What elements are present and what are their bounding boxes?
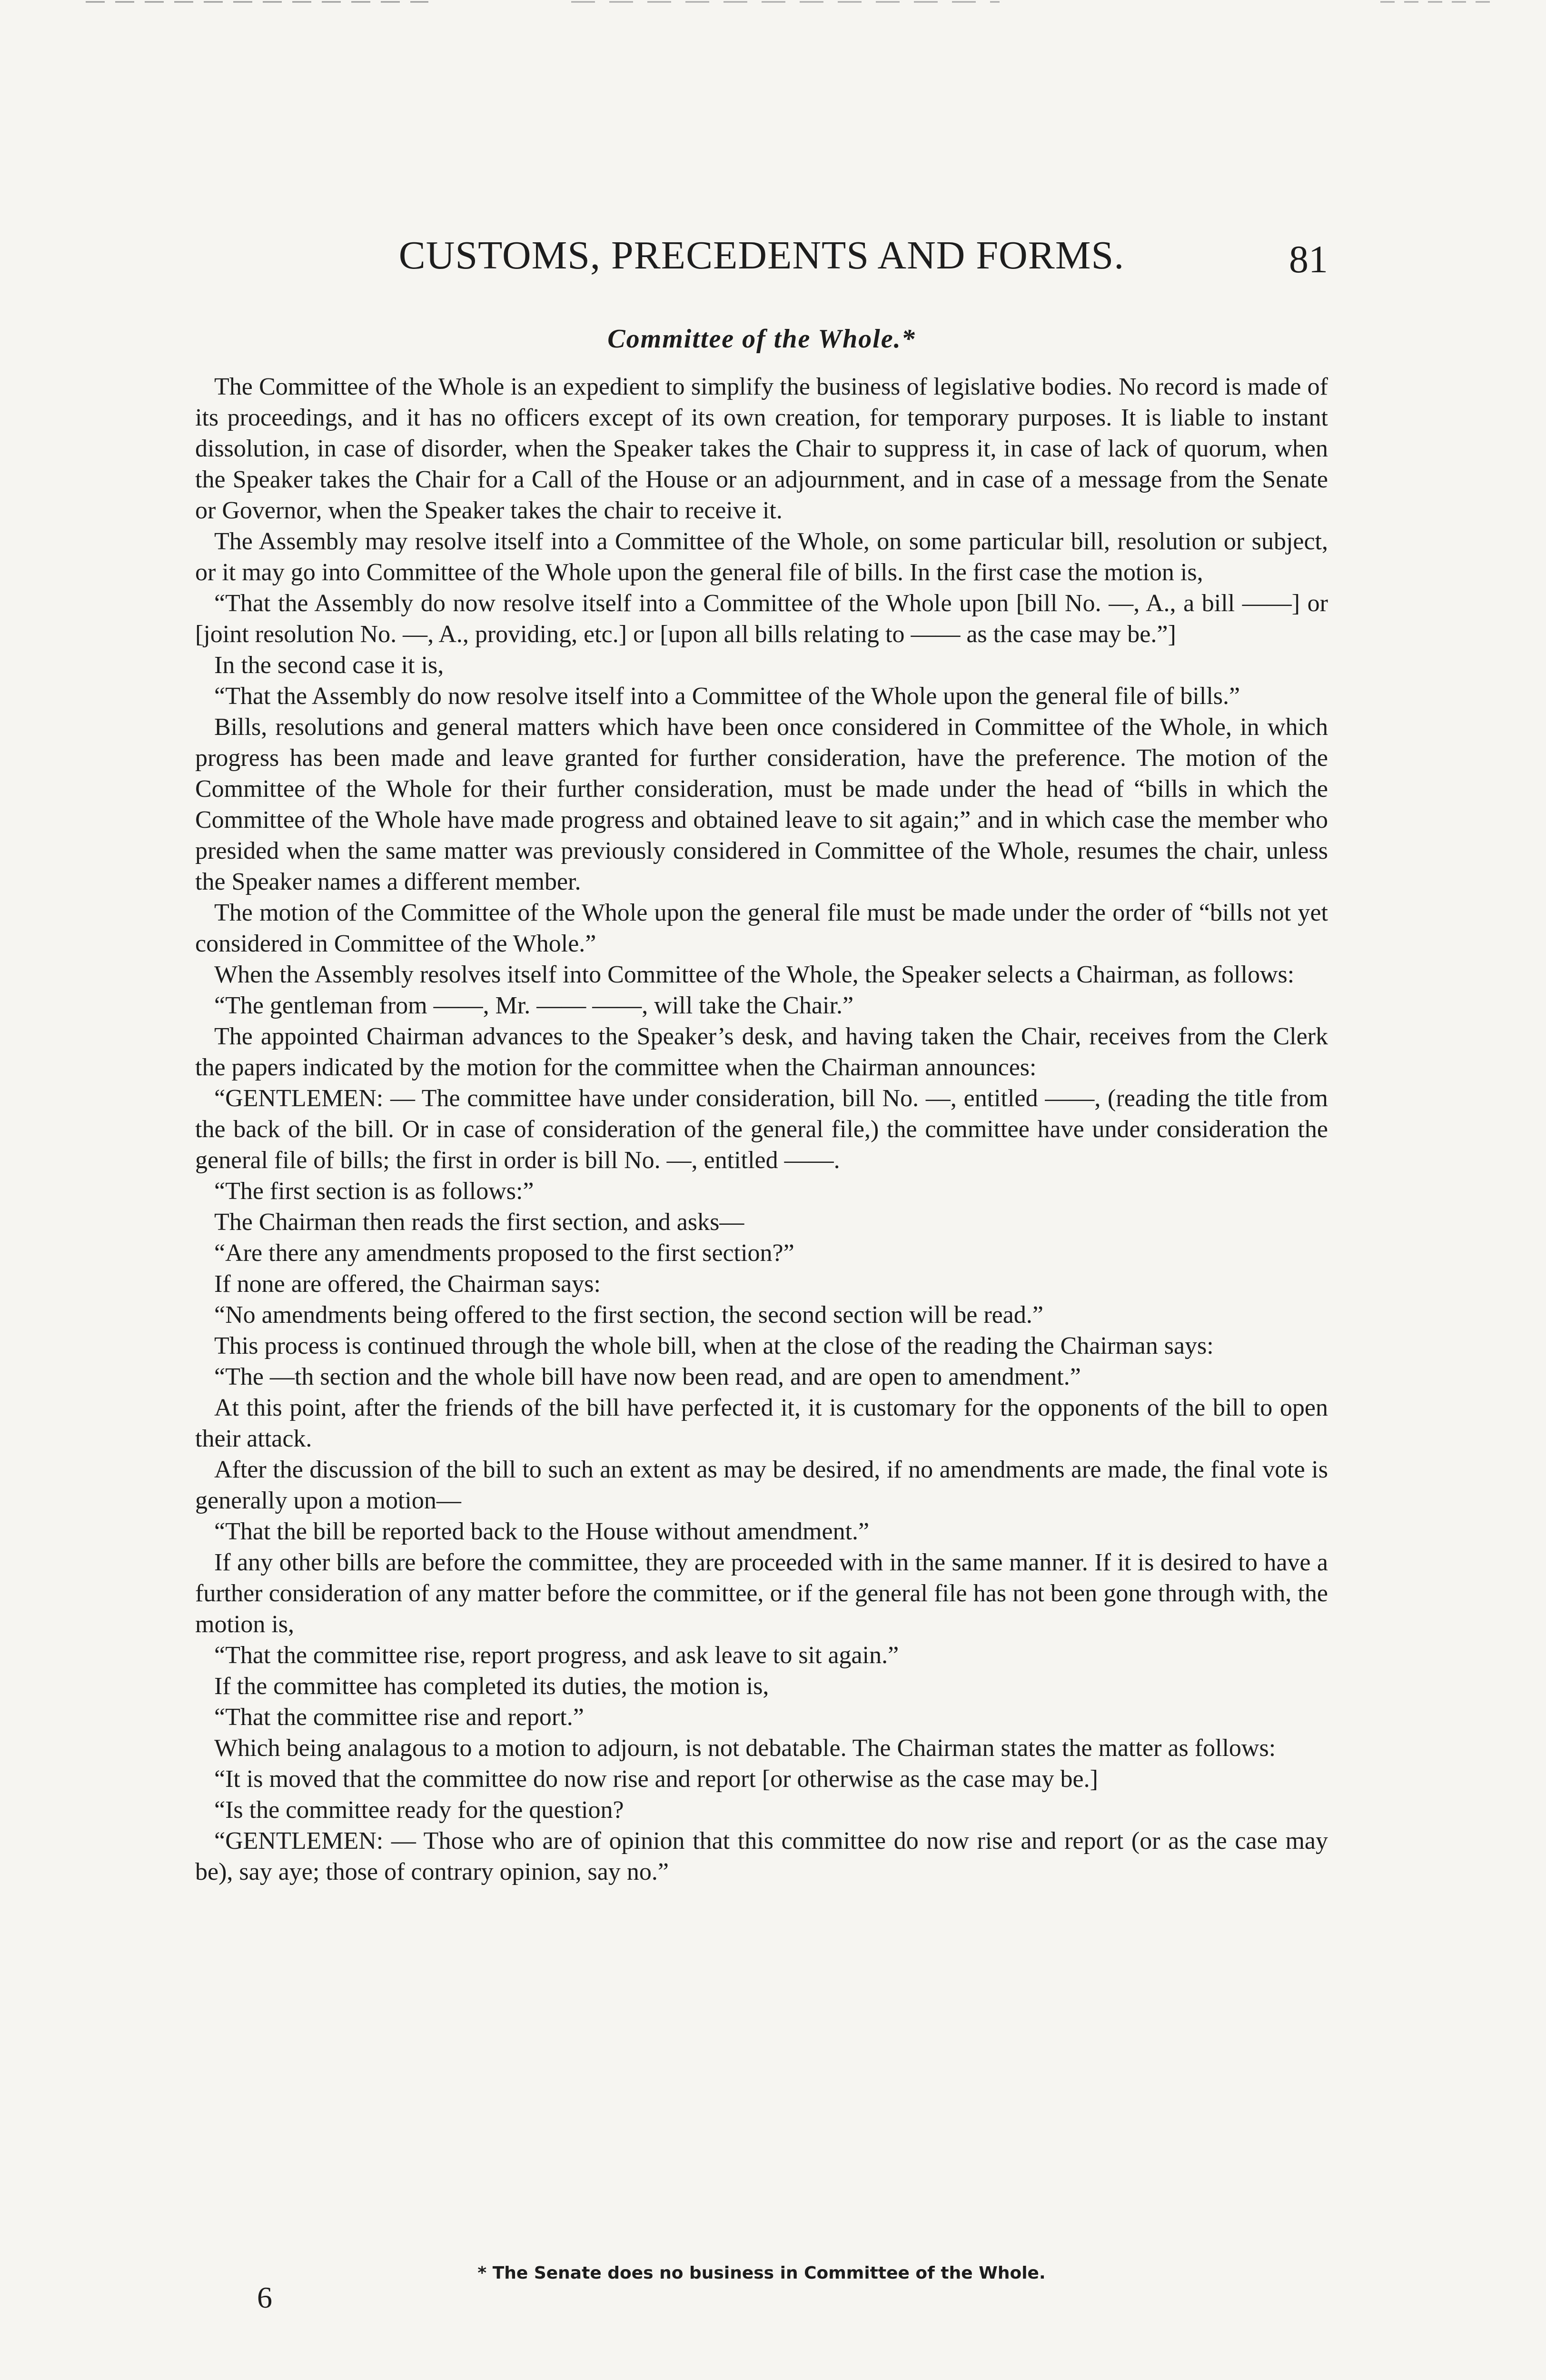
quoted-announcement: “No amendments being offered to the first section, the second section will be read.” [214, 1301, 1043, 1329]
paragraph: At this point, after the friends of the bill have perfected it, it is customary for the opponents of the bill to open their attack. [195, 1394, 1328, 1452]
paragraph: The Committee of the Whole is an expedient to simplify the business of legislative bodies. No record is made of its proceedings, and it has no officers except of its own creation, for temporary purposes. It is liable to instant dissolution, in case of disorder, when the Speaker takes the Chair to suppress it, in case of lack of quorum, when the Speaker takes the Chair for a Call of the House or an adjournment, and in case of a message from the Senate or Governor, when the Speaker takes the chair to receive it. [195, 373, 1328, 524]
section-title: Committee of the Whole.* [607, 324, 916, 354]
paragraph: If the committee has completed its duties, the motion is, [214, 1673, 769, 1700]
quoted-announcement: “The —th section and the whole bill have now been read, and are open to amendment.” [214, 1363, 1081, 1390]
signature-mark: 6 [257, 2281, 272, 2314]
paragraph: The Chairman then reads the first section, and asks— [214, 1209, 744, 1236]
scan-edge-marks [0, 0, 1546, 7]
quoted-announcement: “GENTLEMEN: — Those who are of opinion that this committee do now rise and report (or as the case may be), say aye; those of contrary opinion, say no.” [195, 1827, 1328, 1885]
paragraph: The appointed Chairman advances to the Speaker’s desk, and having taken the Chair, receives from the Clerk the papers indicated by the motion for the committee when the Chairman announces: [195, 1023, 1328, 1081]
paragraph: If none are offered, the Chairman says: [214, 1270, 601, 1298]
paragraph: Which being analagous to a motion to adjourn, is not debatable. The Chairman states the matter as follows: [214, 1735, 1276, 1762]
quoted-motion: “That the Assembly do now resolve itself into a Committee of the Whole upon the general file of bills.” [214, 683, 1240, 710]
footnote: * The Senate does no business in Committee of the Whole. [477, 2263, 1046, 2283]
quoted-announcement: “The first section is as follows:” [214, 1178, 534, 1205]
page-header [195, 232, 1328, 289]
quoted-motion: “That the bill be reported back to the House without amendment.” [214, 1518, 870, 1545]
paragraph: Bills, resolutions and general matters which have been once considered in Committee of the Whole, in which progress has been made and leave granted for further consideration, have the preference. The motion of the Committee of the Whole for their further consideration, must be made under the head of “bills in which the Committee of the Whole have made progress and obtained leave to sit again;” and in which case the member who presided when the same matter was previously considered in Committee of the Whole, resumes the chair, unless the Speaker names a different member. [195, 714, 1328, 895]
scan-edge-marks-graphic [0, 0, 1546, 7]
quoted-motion: “That the committee rise, report progress, and ask leave to sit again.” [214, 1642, 899, 1669]
running-head: CUSTOMS, PRECEDENTS AND FORMS. [398, 233, 1125, 278]
quoted-motion: “That the committee rise and report.” [214, 1704, 584, 1731]
quoted-motion: “The gentleman from ——, Mr. —— ——, will take the Chair.” [214, 992, 854, 1019]
paragraph: When the Assembly resolves itself into Committee of the Whole, the Speaker selects a Chairman, as follows: [214, 961, 1295, 988]
quoted-announcement: “It is moved that the committee do now rise and report [or otherwise as the case may be.] [214, 1765, 1098, 1793]
quoted-question: “Is the committee ready for the question? [214, 1796, 624, 1824]
paragraph: The motion of the Committee of the Whole upon the general file must be made under the order of “bills not yet considered in Committee of the Whole.” [195, 899, 1328, 957]
paragraph: In the second case it is, [214, 652, 444, 679]
quoted-motion: “That the Assembly do now resolve itself into a Committee of the Whole upon [bill No. —, A., a bill ——] or [joint resolution No. —, A., providing, etc.] or [upon all bills relating to —— as the case may be.”] [195, 590, 1328, 648]
paragraph: After the discussion of the bill to such an extent as may be desired, if no amendments are made, the final vote is generally upon a motion— [195, 1456, 1328, 1514]
quoted-announcement: “GENTLEMEN: — The committee have under consideration, bill No. —, entitled ——, (reading the title from the back of the bill. Or in case of consideration of the general file,) the committee have under consideration the general file of bills; the first in order is bill No. —, entitled ——. [195, 1085, 1328, 1174]
page-number: 81 [1289, 238, 1328, 281]
paragraph: If any other bills are before the committee, they are proceeded with in the same manner. If it is desired to have a further consideration of any matter before the committee, or if the general file has not been gone through with, the motion is, [195, 1549, 1328, 1638]
body-text [195, 371, 1328, 1887]
quoted-question: “Are there any amendments proposed to the first section?” [214, 1240, 794, 1267]
paragraph: The Assembly may resolve itself into a Committee of the Whole, on some particular bill, resolution or subject, or it may go into Committee of the Whole upon the general file of bills. In the first case the motion is, [195, 528, 1328, 586]
paragraph: This process is continued through the whole bill, when at the close of the reading the Chairman says: [214, 1332, 1214, 1359]
